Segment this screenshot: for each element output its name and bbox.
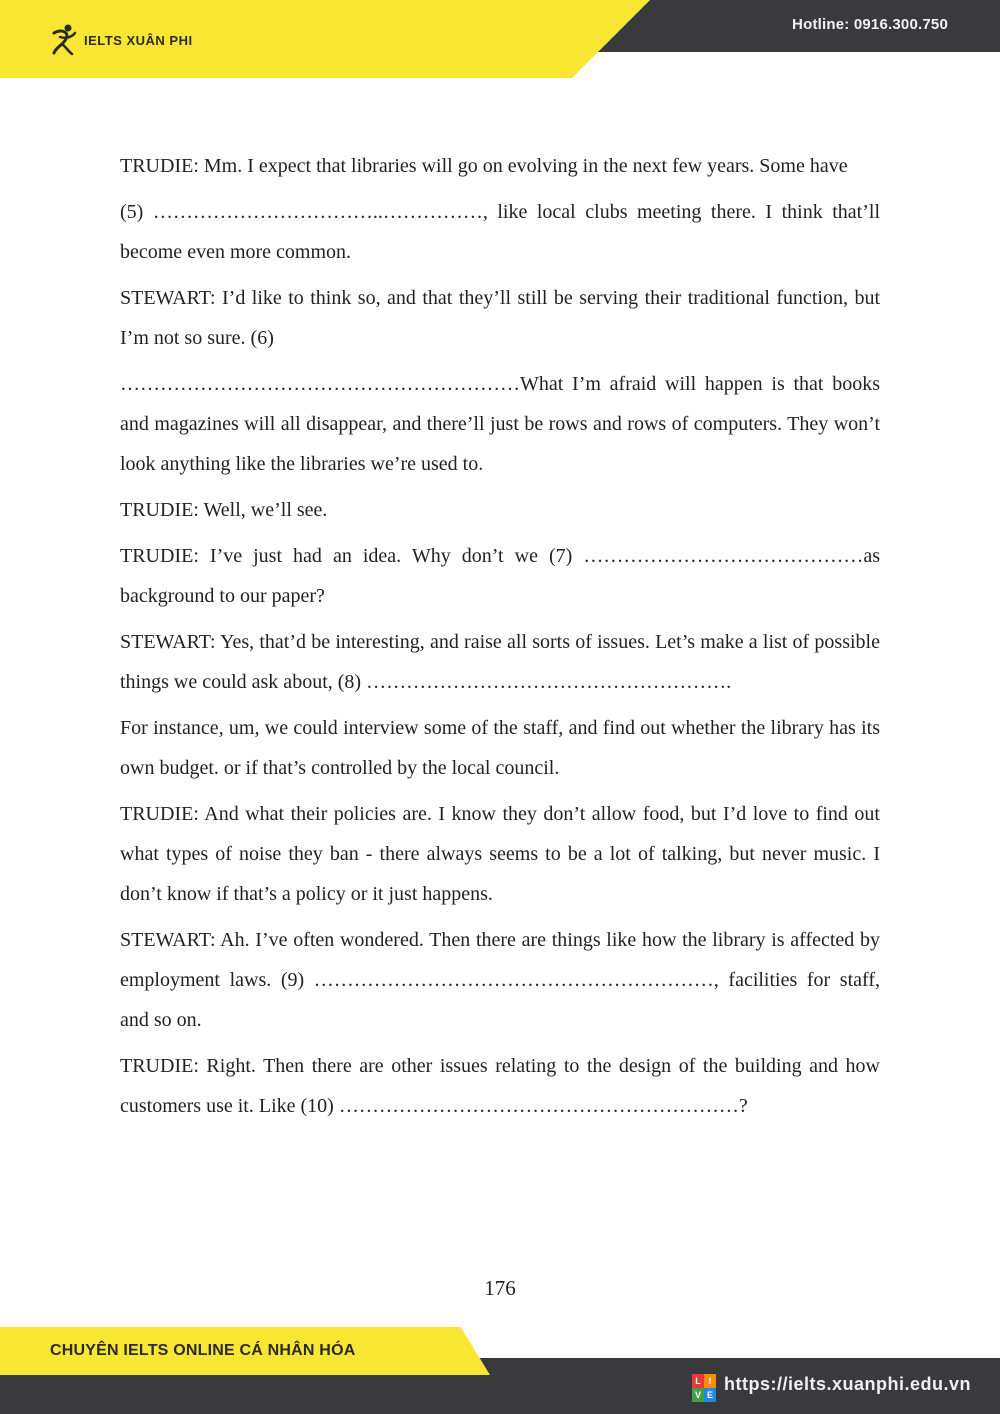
transcript-paragraph-6: TRUDIE: I’ve just had an idea. Why don’t we (7) ……………………………………as background to our paper?	[120, 545, 880, 607]
transcript-paragraph-9: TRUDIE: And what their policies are. I know they don’t allow food, but I’d love to find out what types of noise they ban - there always seems to be a lot of talking, but never music. I don’t know if that’s a policy or it just happens.	[120, 803, 880, 905]
transcript-paragraph-10: STEWART: Ah. I’ve often wondered. Then there are things like how the library is affected by employment laws. (9) ……………………………………………………, facilities for staff, and so on.	[120, 929, 880, 1031]
badge-letter: L	[692, 1374, 704, 1388]
badge-letter: E	[704, 1388, 716, 1402]
transcript-paragraph-1: TRUDIE: Mm. I expect that libraries will go on evolving in the next few years. Some have	[120, 155, 848, 177]
footer-slogan: CHUYÊN IELTS ONLINE CÁ NHÂN HÓA	[50, 1342, 356, 1359]
footer-website-link[interactable]: https://ielts.xuanphi.edu.vn	[724, 1374, 972, 1394]
hotline-text[interactable]: Hotline: 0916.300.750	[792, 16, 948, 33]
transcript-paragraph-8: For instance, um, we could interview some of the staff, and find out whether the library has its own budget. or if that’s controlled by the local council.	[120, 717, 880, 779]
badge-letter: I	[704, 1374, 716, 1388]
transcript-paragraph-3: STEWART: I’d like to think so, and that they’ll still be serving their traditional function, but I’m not so sure. (6)	[120, 287, 880, 349]
page-number: 176	[484, 1276, 516, 1300]
brand-logo[interactable]	[48, 20, 193, 60]
transcript-body	[120, 146, 880, 1132]
transcript-paragraph-11: TRUDIE: Right. Then there are other issues relating to the design of the building and how customers use it. Like (10) ……………………………………………………?	[120, 1055, 880, 1117]
transcript-paragraph-5: TRUDIE: Well, we’ll see.	[120, 499, 328, 521]
transcript-paragraph-2: (5) ……………………………..……………, like local clubs meeting there. I think that’ll become even more common.	[120, 201, 880, 263]
runner-logo-icon	[48, 23, 78, 57]
badge-letter: V	[692, 1388, 704, 1402]
live-badge-icon	[692, 1374, 716, 1402]
brand-name: IELTS XUÂN PHI	[84, 32, 193, 48]
transcript-paragraph-7: STEWART: Yes, that’d be interesting, and raise all sorts of issues. Let’s make a list of possible things we could ask about, (8) ……………………………………………….	[120, 631, 880, 693]
transcript-paragraph-4: ……………………………………………………What I’m afraid will happen is that books and magazines will all disappear, and there’ll just be rows and rows of computers. They won’t look anything like the libraries we’re used to.	[120, 373, 880, 475]
